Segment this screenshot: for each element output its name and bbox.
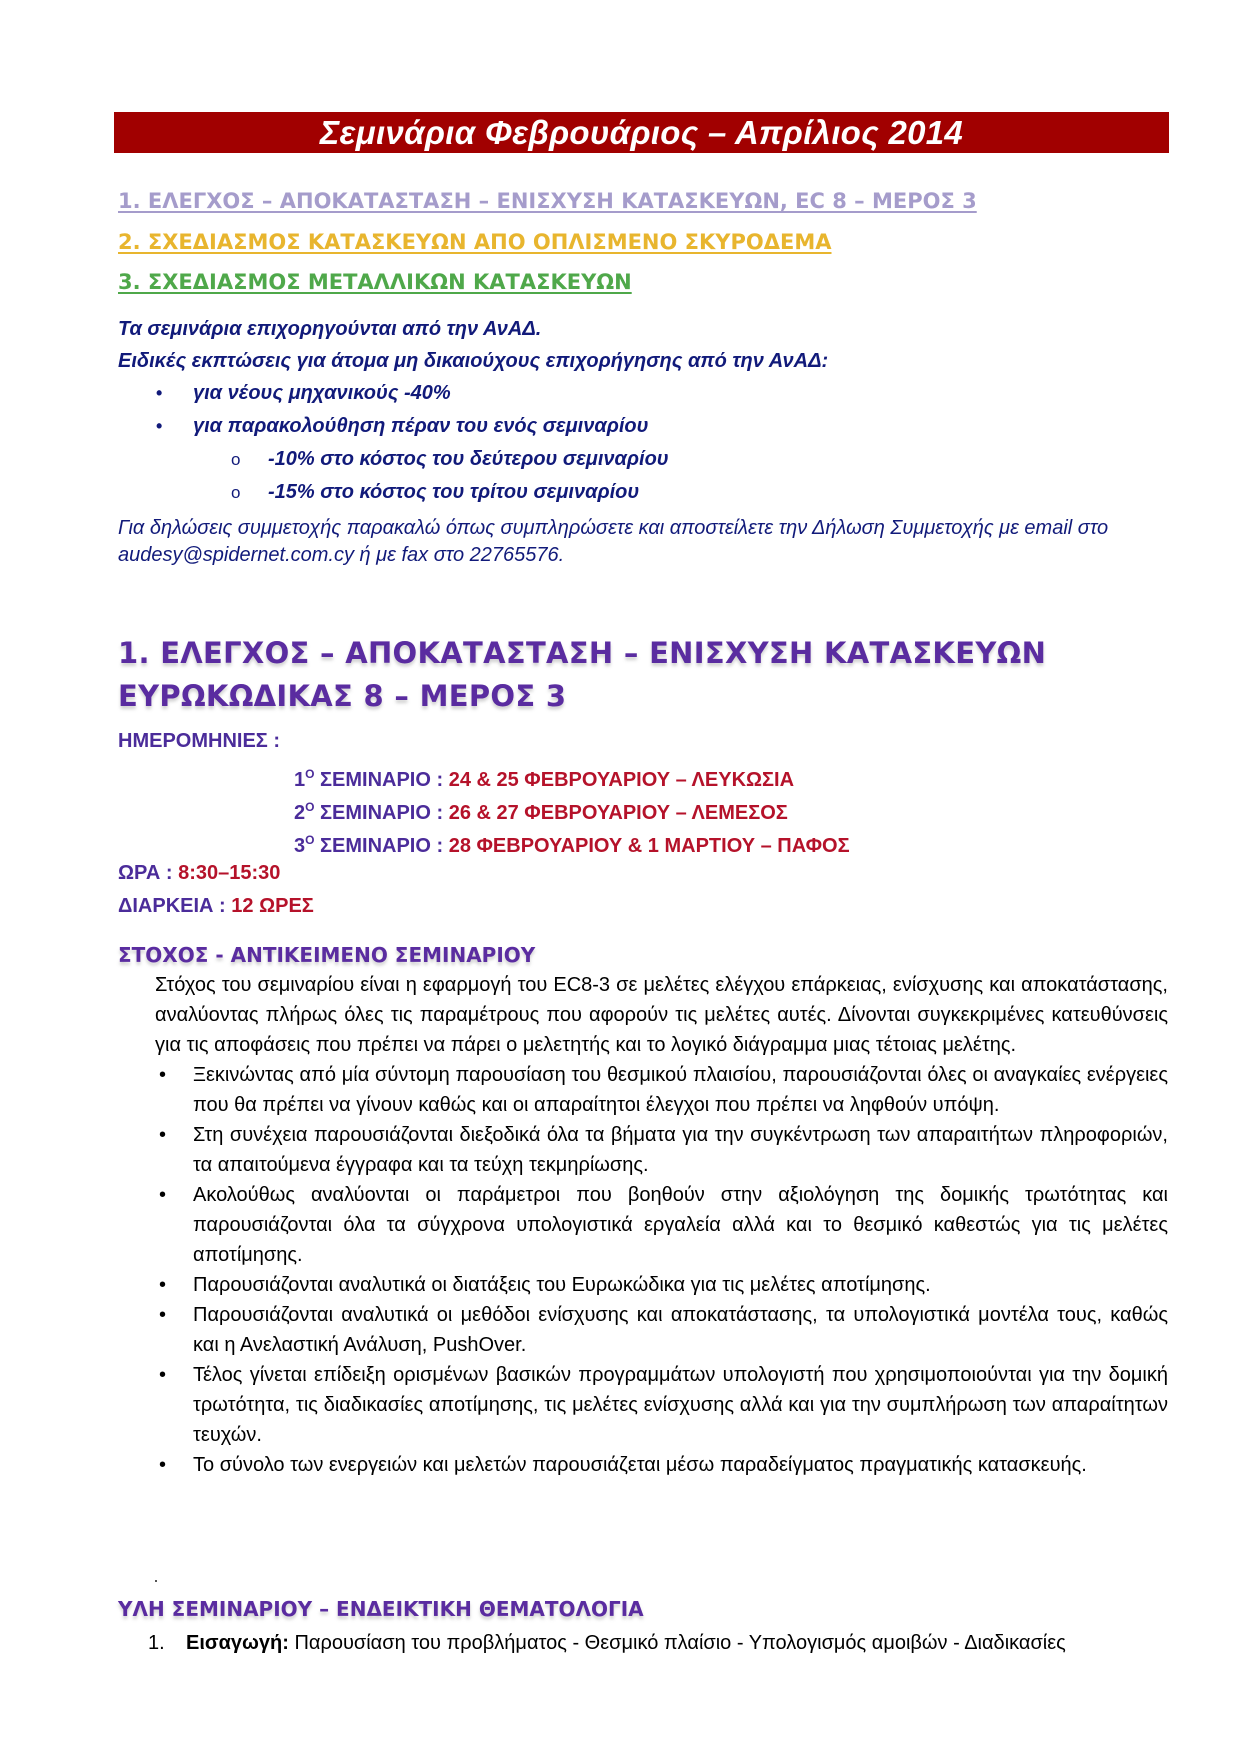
title-banner	[114, 112, 1169, 153]
bullet-icon: •	[156, 383, 163, 403]
bullet-icon: •	[159, 1184, 167, 1206]
discount-item: • για παρακολούθηση πέραν του ενός σεμιναρίου	[118, 410, 1178, 443]
topic-link-3[interactable]: 3. ΣΧΕΔΙΑΣΜΟΣ ΜΕΤΑΛΛΙΚΩΝ ΚΑΤΑΣΚΕΥΩΝ	[118, 270, 632, 294]
bullet-icon: •	[156, 416, 163, 436]
bullet-icon: •	[159, 1064, 167, 1086]
circle-bullet-icon: o	[231, 450, 241, 469]
dates-label: ΗΜΕΡΟΜΗΝΙΕΣ :	[118, 730, 281, 752]
discount-subitem: o -15% στο κόστος του τρίτου σεμιναρίου	[118, 476, 1178, 509]
list-item: • Ξεκινώντας από μία σύντομη παρουσίαση του θεσμικού πλαισίου, παρουσιάζονται όλες οι αναγκαίες ενέργειες που θα πρέπει να γίνουν καθώς και οι απαραίτητοι έλεγχοι που πρέπει να ληφθούν υπόψη.	[155, 1060, 1168, 1120]
list-item: • Στη συνέχεια παρουσιάζονται διεξοδικά όλα τα βήματα για την συγκέντρωση των απαραιτήτων πληροφοριών, τα απαιτούμενα έγγραφα και τα τεύχη τεκμηρίωσης.	[155, 1120, 1168, 1180]
list-item: • Τέλος γίνεται επίδειξη ορισμένων βασικών προγραμμάτων υπολογιστή που χρησιμοποιούνται για την δομική τρωτότητα, τις διαδικασίες αποτίμησης, τις μελέτες ενίσχυσης αλλά και για την συμπλήρωση των απαραίτητων τευχών.	[155, 1360, 1168, 1450]
fax-number: 22765576	[469, 544, 559, 566]
bullet-icon: •	[159, 1124, 167, 1146]
duration-row: ΔΙΑΡΚΕΙΑ : 12 ΩΡΕΣ	[118, 895, 314, 917]
seminar-topic-links	[118, 184, 1168, 306]
bullet-icon: •	[159, 1274, 167, 1296]
syllabus-heading: ΥΛΗ ΣΕΜΙΝΑΡΙΟΥ – ΕΝΔΕΙΚΤΙΚΗ ΘΕΜΑΤΟΛΟΓΙΑ	[118, 1597, 644, 1621]
syllabus-item: 1. Εισαγωγή: Παρουσίαση του προβλήματος - Θεσμικό πλαίσιο - Υπολογισμός αμοιβών - Διαδικασίες	[148, 1632, 1066, 1654]
funding-info	[118, 313, 1178, 509]
syllabus-list	[148, 1628, 1168, 1658]
discount-subitem: o -10% στο κόστος του δεύτερου σεμιναρίου	[118, 443, 1178, 476]
stray-dot	[155, 1580, 157, 1582]
seminar-date-row: $1^O$ ΣΕΜΙΝΑΡΙΟ : 24 & 25 ΦΕΒΡΟΥΑΡΙΟΥ – ΛΕΥΚΩΣΙΑ	[294, 767, 795, 791]
discounts-heading: Ειδικές εκπτώσεις για άτομα μη δικαιούχους επιχορήγησης από την ΑνΑΔ:	[118, 350, 829, 372]
bullet-icon: •	[159, 1304, 167, 1326]
list-item: • Ακολούθως αναλύονται οι παράμετροι που βοηθούν στην αξιολόγηση της δομικής τρωτότητας και παρουσιάζονται όλα τα σύγχρονα υπολογιστικά εργαλεία αλλά και το θεσμικό καθεστώς για τις μελέτες αποτίμησης.	[155, 1180, 1168, 1270]
objective-paragraph: Στόχος του σεμιναρίου είναι η εφαρμογή του EC8-3 σε μελέτες ελέγχου επάρκειας, ενίσχυσης και αποκατάστασης, αναλύοντας πλήρως όλες τις παραμέτρους που αφορούν τις μελέτες αυτές. Δίνονται συγκεκριμένες κατευθύνσεις για τις αποφάσεις που πρέπει να πάρει ο μελετητής και το λογικό διάγραμμα μιας τέτοιας μελέτης.	[155, 974, 1168, 1056]
list-item: • Παρουσιάζονται αναλυτικά οι διατάξεις του Ευρωκώδικα για τις μελέτες αποτίμησης.	[155, 1270, 1168, 1300]
page-title: Σεμινάρια Φεβρουάριος – Απρίλιος 2014	[319, 113, 964, 151]
topic-link-1[interactable]: 1. ΕΛΕΓΧΟΣ – ΑΠΟΚΑΤΑΣΤΑΣΗ – ΕΝΙΣΧΥΣΗ ΚΑΤΑΣΚΕΥΩΝ, EC 8 – ΜΕΡΟΣ 3	[118, 189, 977, 213]
objective-body	[155, 970, 1168, 1480]
funding-statement: Τα σεμινάρια επιχορηγούνται από την ΑνΑΔ.	[118, 318, 542, 340]
seminar-date-row: $3^O$ ΣΕΜΙΝΑΡΙΟ : 28 ΦΕΒΡΟΥΑΡΙΟΥ & 1 ΜΑΡΤΙΟΥ – ΠΑΦΟΣ	[294, 833, 850, 857]
email-link[interactable]: audesy@spidernet.com.cy	[118, 544, 354, 566]
seminar-schedule	[118, 726, 1178, 924]
topic-link-2[interactable]: 2. ΣΧΕΔΙΑΣΜΟΣ ΚΑΤΑΣΚΕΥΩΝ ΑΠΟ ΟΠΛΙΣΜΕΝΟ ΣΚΥΡΟΔΕΜΑ	[118, 229, 832, 254]
seminar-date-row: $2^O$ ΣΕΜΙΝΑΡΙΟ : 26 & 27 ΦΕΒΡΟΥΑΡΙΟΥ – ΛΕΜΕΣΟΣ	[294, 800, 788, 824]
section-heading: 1. ΕΛΕΓΧΟΣ – ΑΠΟΚΑΤΑΣΤΑΣΗ – ΕΝΙΣΧΥΣΗ ΚΑΤΑΣΚΕΥΩΝ ΕΥΡΩΚΩΔΙΚΑΣ 8 – ΜΕΡΟΣ 3	[118, 636, 1047, 713]
objective-bullets	[155, 1060, 1168, 1480]
bullet-icon: •	[159, 1364, 167, 1386]
discount-item: • για νέους μηχανικούς -40%	[118, 377, 1178, 410]
circle-bullet-icon: o	[231, 483, 241, 502]
list-item: • Παρουσιάζονται αναλυτικά οι μεθόδοι ενίσχυσης και αποκατάστασης, τα υπολογιστικά μοντέλα τους, καθώς και η Ανελαστική Ανάλυση, PushOver.	[155, 1300, 1168, 1360]
objective-heading: ΣΤΟΧΟΣ - ΑΝΤΙΚΕΙΜΕΝΟ ΣΕΜΙΝΑΡΙΟΥ	[118, 943, 536, 967]
list-item: • Το σύνολο των ενεργειών και μελετών παρουσιάζεται μέσω παραδείγματος πραγματικής κατασκευής.	[155, 1450, 1168, 1480]
time-row: ΩΡΑ : 8:30–15:30	[118, 862, 281, 884]
bullet-icon: •	[159, 1454, 167, 1476]
registration-contact: Για δηλώσεις συμμετοχής παρακαλώ όπως συμπληρώσετε και αποστείλετε την Δήλωση Συμμετοχής με email στο audesy@spidernet.com.cy ή με fax στο 22765576.	[118, 517, 1109, 566]
